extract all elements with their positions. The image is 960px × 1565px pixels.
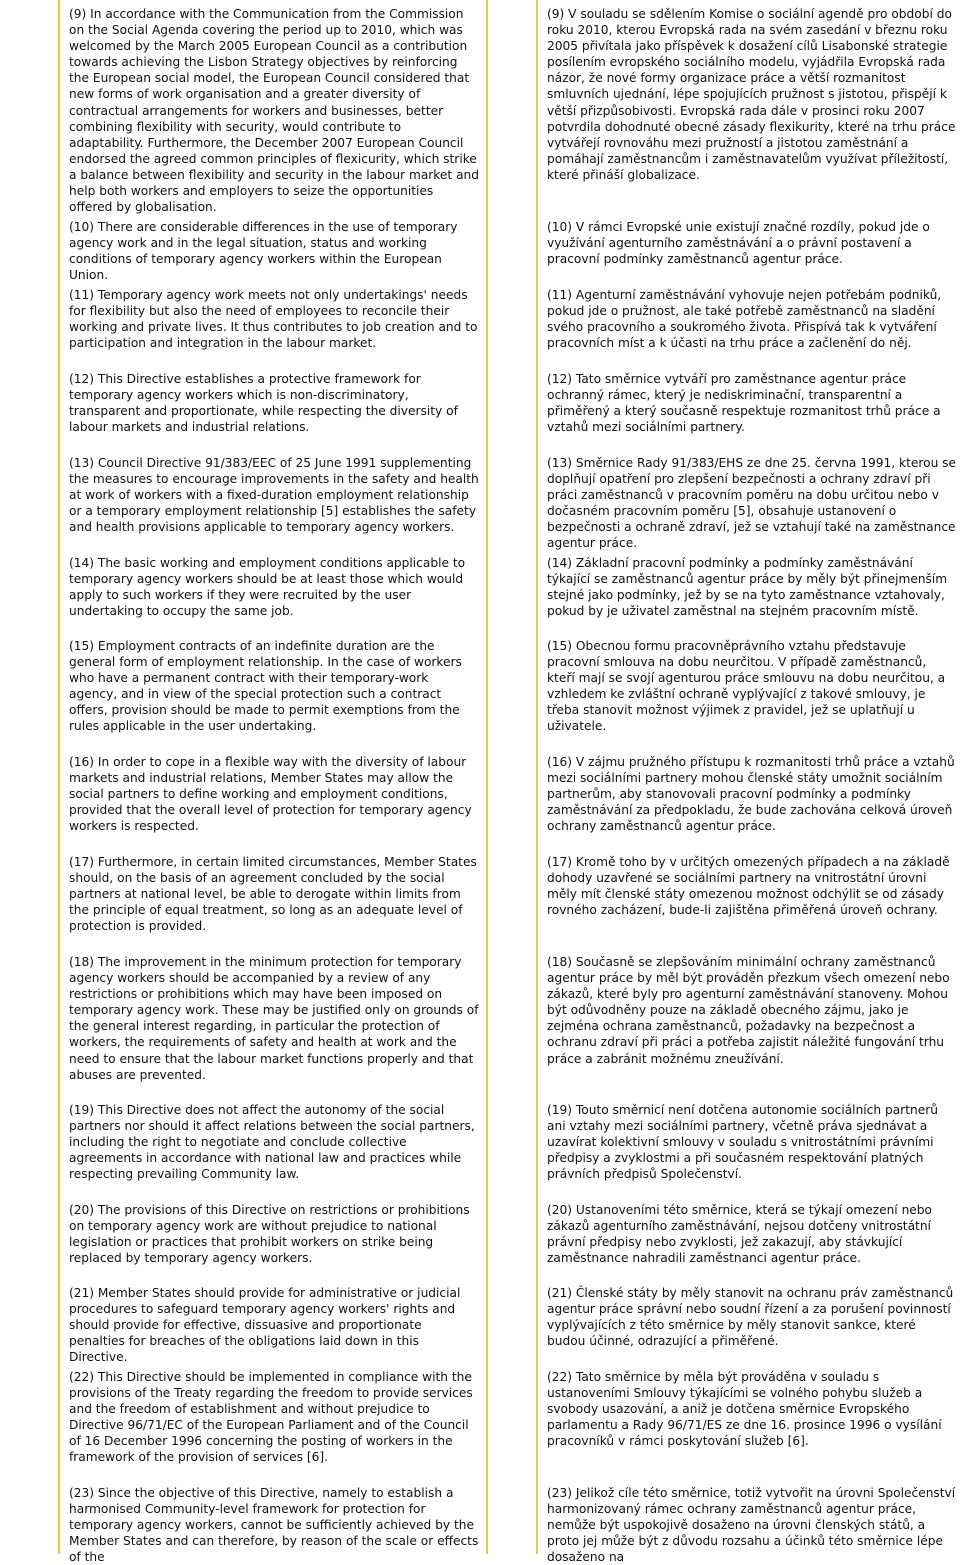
- czech-paragraph: (19) Touto směrnicí není dotčena autonomie sociálních partnerů ani vztahy mezi sociálními partnery, včetně práva sjednávat a uzavírat kolektivní smlouvy v souladu s vnitrostátními právními předpisy a zvyklostmi a při současném respektování platných právních předpisů Společenství.: [547, 1103, 938, 1182]
- english-paragraph: (9) In accordance with the Communication from the Commission on the Social Agenda covering the period up to 2010, which was welcomed by the March 2005 European Council as a contribution towards achieving the Lisbon Strategy objectives by reinforcing the European social model, the European Council considered that new forms of work organisation and a greater diversity of contractual arrangements for workers and businesses, better combining flexibility with security, would contribute to adaptability. Furthermore, the December 2007 European Council endorsed the agreed common principles of flexicurity, which strike a balance between flexibility and security in the labour market and help both workers and employers to seize the opportunities offered by globalisation.: [69, 7, 479, 215]
- english-paragraph: (16) In order to cope in a flexible way with the diversity of labour markets and industrial relations, Member States may allow the social partners to define working and employment conditions, provided that the overall level of protection for temporary agency workers is respected.: [69, 755, 472, 834]
- english-paragraph: (13) Council Directive 91/383/EEC of 25 June 1991 supplementing the measures to encourage improvements in the safety and health at work of workers with a fixed-duration employment relationship or a temporary employment relationship [5] establishes the safety and health provisions applicable to temporary agency workers.: [69, 456, 479, 535]
- english-paragraph: (17) Furthermore, in certain limited circumstances, Member States should, on the basis of an agreement concluded by the social partners at national level, be able to derogate within limits from the principle of equal treatment, so long as an adequate level of protection is provided.: [69, 855, 477, 934]
- czech-paragraph: (17) Kromě toho by v určitých omezených případech a na základě dohody uzavřené se sociálními partnery na vnitrostátní úrovni měly mít členské státy omezenou možnost odchýlit se od zásady rovného zacházení, bude-li zajištěna přiměřená úroveň ochrany.: [547, 855, 950, 918]
- czech-paragraph: (10) V rámci Evropské unie existují značné rozdíly, pokud jde o využívání agenturního zaměstnávání a o právní postavení a pracovní podmínky zaměstnanců agentur práce.: [547, 220, 930, 267]
- english-paragraph: (11) Temporary agency work meets not only undertakings' needs for flexibility but also the need of employees to reconcile their working and private lives. It thus contributes to job creation and to participation and integration in the labour market.: [69, 288, 478, 351]
- czech-paragraph: (12) Tato směrnice vytváří pro zaměstnance agentur práce ochranný rámec, který je nediskriminační, transparentní a přiměřený a který současně respektuje rozmanitost trhů práce a vztahů mezi sociálními partnery.: [547, 372, 941, 435]
- czech-paragraph: (18) Současně se zlepšováním minimální ochrany zaměstnanců agentur práce by měl být prováděn přezkum všech omezení nebo zákazů, které byly pro agenturní zaměstnávání stanoveny. Mohou být odůvodněny pouze na základě obecného zájmu, jako je zejména ochrana zaměstnanců, požadavky na bezpečnost a ochranu zdraví při práci a potřeba zajistit náležité fungování trhu práce a zabránit možnému zneužívání.: [547, 955, 950, 1066]
- czech-paragraph: (21) Členské státy by měly stanovit na ochranu práv zaměstnanců agentur práce správní nebo soudní řízení a za porušení povinností vyplývajících z této směrnice by měly stanovit sankce, které budou účinné, odrazující a přiměřené.: [547, 1286, 954, 1349]
- czech-paragraph: (13) Směrnice Rady 91/383/EHS ze dne 25. června 1991, kterou se doplňují opatření pro zlepšení bezpečnosti a ochrany zdraví při práci zaměstnanců v pracovním poměru na dobu určitou nebo v dočasném pracovním poměru [5], obsahuje ustanovení o bezpečnosti a ochraně zdraví, jež se vztahují také na zaměstnance agentur práce.: [547, 456, 957, 551]
- czech-paragraph: (9) V souladu se sdělením Komise o sociální agendě pro období do roku 2010, kterou Evropská rada na svém zasedání v březnu roku 2005 přivítala jako příspěvek k dosažení cílů Lisabonské strategie posílením evropského sociálního modelu, vyjádřila Evropská rada názor, že nové formy organizace práce a větší rozmanitost smluvních ujednání, lépe spojujících pružnost s jistotou, přispějí k větší přizpůsobivosti. Evropská rada dále v prosinci roku 2007 potvrdila dohodnuté obecné zásady flexikurity, které na trhu práce vytvářejí rovnováhu mezi pružností a jistotou zaměstnání a pomáhají zaměstnancům i zaměstnavatelům využívat příležitostí, které přináší globalizace.: [547, 7, 956, 182]
- center-divider-line: [486, 0, 488, 1554]
- english-paragraph: (20) The provisions of this Directive on restrictions or prohibitions on temporary agency work are without prejudice to national legislation or practices that prohibit workers on strike being replaced by temporary agency workers.: [69, 1203, 470, 1266]
- czech-paragraph: (23) Jelikož cíle této směrnice, totiž vytvořit na úrovni Společenství harmonizovaný rámec ochrany zaměstnanců agentur práce, nemůže být uspokojivě dosaženo na úrovni členských států, a proto jej může být z důvodu rozsahu a účinků této směrnice lépe dosaženo na: [547, 1486, 956, 1565]
- czech-paragraph: (11) Agenturní zaměstnávání vyhovuje nejen potřebám podniků, pokud jde o pružnost, ale také potřebě zaměstnanců na sladění svého pracovního a soukromého života. Přispívá tak k vytváření pracovních míst a k účasti na trhu práce a začlenění do něj.: [547, 288, 942, 351]
- left-border-line: [58, 0, 60, 1554]
- english-paragraph: (21) Member States should provide for administrative or judicial procedures to safeguard temporary agency workers' rights and should provide for effective, dissuasive and proportionate penalties for breaches of the obligations laid down in this Directive.: [69, 1286, 461, 1365]
- english-paragraph: (23) Since the objective of this Directive, namely to establish a harmonised Community-level framework for protection for temporary agency workers, cannot be sufficiently achieved by the Member States and can therefore, by reason of the scale or effects of the: [69, 1486, 479, 1565]
- english-paragraph: (15) Employment contracts of an indefinite duration are the general form of employment relationship. In the case of workers who have a permanent contract with their temporary-work agency, and in view of the special protection such a contract offers, provision should be made to permit exemptions from the rules applicable in the user undertaking.: [69, 639, 462, 734]
- czech-paragraph: (20) Ustanoveními této směrnice, která se týkají omezení nebo zákazů agenturního zaměstnávání, nejsou dotčeny vnitrostátní právní předpisy nebo zvyklosti, jež zakazují, aby stávkující zaměstnance nahradili zaměstnanci agentur práce.: [547, 1203, 932, 1266]
- english-paragraph: (19) This Directive does not affect the autonomy of the social partners nor should it affect relations between the social partners, including the right to negotiate and conclude collective agreements in accordance with national law and practices while respecting prevailing Community law.: [69, 1103, 475, 1182]
- czech-paragraph: (15) Obecnou formu pracovněprávního vztahu představuje pracovní smlouva na dobu neurčitou. V případě zaměstnanců, kteří mají se svojí agenturou práce smlouvu na dobu neurčitou, a vzhledem ke zvláštní ochraně vyplývající z takové smlouvy, je třeba stanovit možnost výjimek z pravidel, jež se uplatňují u uživatele.: [547, 639, 946, 734]
- english-paragraph: (22) This Directive should be implemented in compliance with the provisions of the Treaty regarding the freedom to provide services and the freedom of establishment and without prejudice to Directive 96/71/EC of the European Parliament and of the Council of 16 December 1996 concerning the posting of workers in the framework of the provision of services [6].: [69, 1370, 473, 1465]
- english-paragraph: (18) The improvement in the minimum protection for temporary agency workers should be accompanied by a review of any restrictions or prohibitions which may have been imposed on temporary agency work. These may be justified only on grounds of the general interest regarding, in particular the protection of workers, the requirements of safety and health at work and the need to ensure that the labour market functions properly and that abuses are prevented.: [69, 955, 479, 1082]
- english-paragraph: (10) There are considerable differences in the use of temporary agency work and in the legal situation, status and working conditions of temporary agency workers within the European Union.: [69, 220, 458, 283]
- czech-paragraph: (14) Základní pracovní podmínky a podmínky zaměstnávání týkající se zaměstnanců agentur práce by měly být přinejmenším stejné jako podmínky, jež by se na tyto zaměstnance vztahovaly, pokud by je uživatel zaměstnal na stejném pracovním místě.: [547, 556, 948, 619]
- czech-paragraph: (22) Tato směrnice by měla být prováděna v souladu s ustanoveními Smlouvy týkajícími se volného pohybu služeb a svobody usazování, a aniž je dotčena směrnice Evropského parlamentu a Rady 96/71/ES ze dne 16. prosince 1996 o vysílání pracovníků v rámci poskytování služeb [6].: [547, 1370, 942, 1449]
- czech-paragraph: (16) V zájmu pružného přístupu k rozmanitosti trhů práce a vztahů mezi sociálními partnery mohou členské státy umožnit sociálním partnerům, aby stanovovali pracovní podmínky a podmínky zaměstnávání za předpokladu, že bude zachována celková úroveň ochrany zaměstnanců agentur práce.: [547, 755, 955, 834]
- right-column-border-line: [536, 0, 538, 1554]
- english-paragraph: (14) The basic working and employment conditions applicable to temporary agency workers should be at least those which would apply to such workers if they were recruited by the user undertaking to occupy the same job.: [69, 556, 466, 619]
- english-paragraph: (12) This Directive establishes a protective framework for temporary agency workers which is non-discriminatory, transparent and proportionate, while respecting the diversity of labour markets and industrial relations.: [69, 372, 458, 435]
